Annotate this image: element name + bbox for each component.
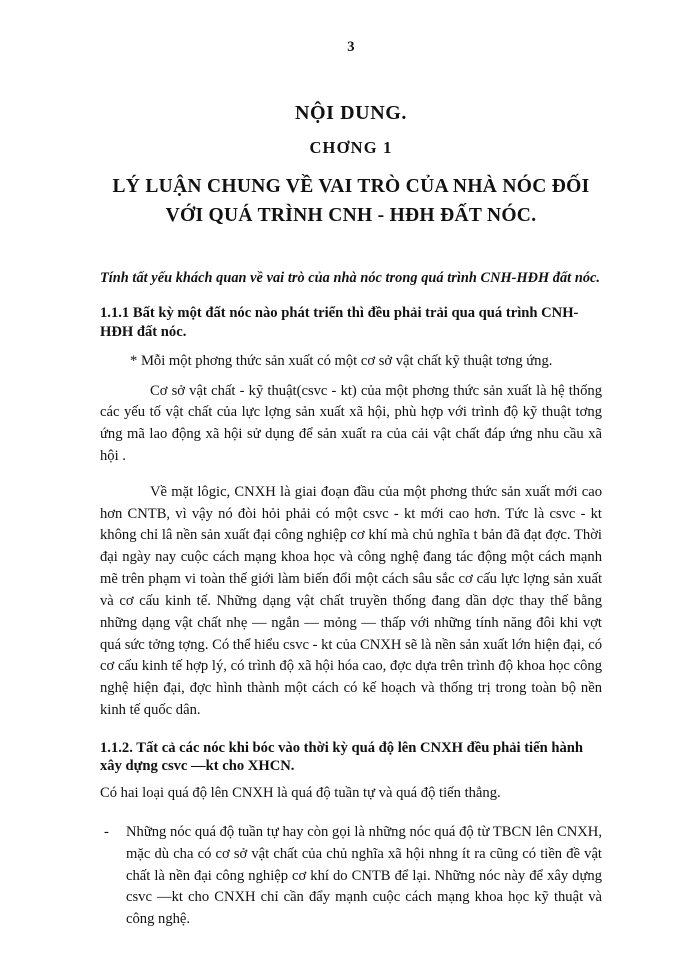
document-title: NỘI DUNG. xyxy=(294,102,408,124)
italic-section-heading: Tính tất yếu khách quan về vai trò của nhà nóc trong quá trình CNH-HĐH đất nóc. xyxy=(100,269,601,286)
paragraph-csvc-definition: Cơ sở vật chất - kỹ thuật(csvc - kt) của một phơng thức sản xuất là hệ thống các yếu tố vật chất của lực lợng sản xuất xã hội, phù hợp với trình độ kỹ thuật tơng ứng mã lao động xã hội sử dụng để sản xuất ra của cải vật chất đáp ứng nhu cầu xã hội . xyxy=(100,382,602,465)
bullet-dash-icon: - xyxy=(104,824,109,841)
page-content xyxy=(100,0,602,931)
list-item xyxy=(100,822,602,931)
chapter-title-line-2: VỚI QUÁ TRÌNH CNH - HĐH ĐẤT NÓC. xyxy=(165,204,537,226)
paragraph-two-types: Có hai loại quá độ lên CNXH là quá độ tuần tự và quá độ tiến thẳng. xyxy=(100,785,501,802)
page-number: 3 xyxy=(347,39,355,55)
section-heading-1-1-1: 1.1.1 Bất kỳ một đất nóc nào phát triển thì đều phải trải qua quá trình CNH-HĐH đất nóc. xyxy=(100,305,579,340)
chapter-title-line-1: LÝ LUẬN CHUNG VỀ VAI TRÒ CỦA NHÀ NÓC ĐỐI xyxy=(112,176,590,197)
chapter-label: CHƠNG 1 xyxy=(309,138,393,157)
paragraph-star-note: * Mỗi một phơng thức sản xuất có một cơ sở vật chất kỹ thuật tơng ứng. xyxy=(130,352,553,369)
paragraph-logic-cnxh: Về mặt lôgic, CNXH là giai đoạn đầu của một phơng thức sản xuất mới cao hơn CNTB, vì vậy nó đòi hỏi phải có một csvc - kt mới cao hơn. Tức là csvc - kt không chỉ lâ nền sản xuất đại công nghiệp cơ khí mà chủ nghĩa t bản đã đạt đợc. Thời đại ngày nay cuộc cách mạng khoa học và công nghệ đang tác động một cách mạnh mẽ trên phạm vi toàn thế giới làm biến đổi một cách sâu sắc cơ cấu lực lợng sản xuất và cơ cấu kinh tế. Những dạng vật chất truyền thống đang dần dợc thay thế bằng những dạng vật chất nhẹ — ngắn — mỏng — thấp với những tính năng đôi khi vợt quá sức tởng tợng. Có thể hiểu csvc - kt của CNXH sẽ là nền sản xuất lớn hiện đại, có cơ cấu kinh tế hợp lý, có trình độ xã hội hóa cao, đợc dựa trên trình độ khoa học công nghệ hiện đại, đợc hình thành một cách có kế hoạch và thống trị trong toàn bộ nền kinh tế quốc dân. xyxy=(100,483,603,718)
section-heading-1-1-2: 1.1.2. Tất cả các nóc khi bóc vào thời kỳ quá độ lên CNXH đều phải tiến hành xây dựng csvc —kt cho XHCN. xyxy=(100,739,584,774)
list-item-text: Những nóc quá độ tuần tự hay còn gọi là những nóc quá độ từ TBCN lên CNXH, mặc dù cha có cơ sở vật chất của chủ nghĩa xã hội nhng ít ra cũng có tiền đề vật chất là nền đại công nghiệp cơ khí do CNTB để lại. Những nóc này để xây dựng csvc —kt cho CNXH chỉ cần đẩy mạnh cuộc cách mạng khoa học kỹ thuật và công nghệ. xyxy=(126,824,602,928)
chapter-title xyxy=(100,173,602,231)
